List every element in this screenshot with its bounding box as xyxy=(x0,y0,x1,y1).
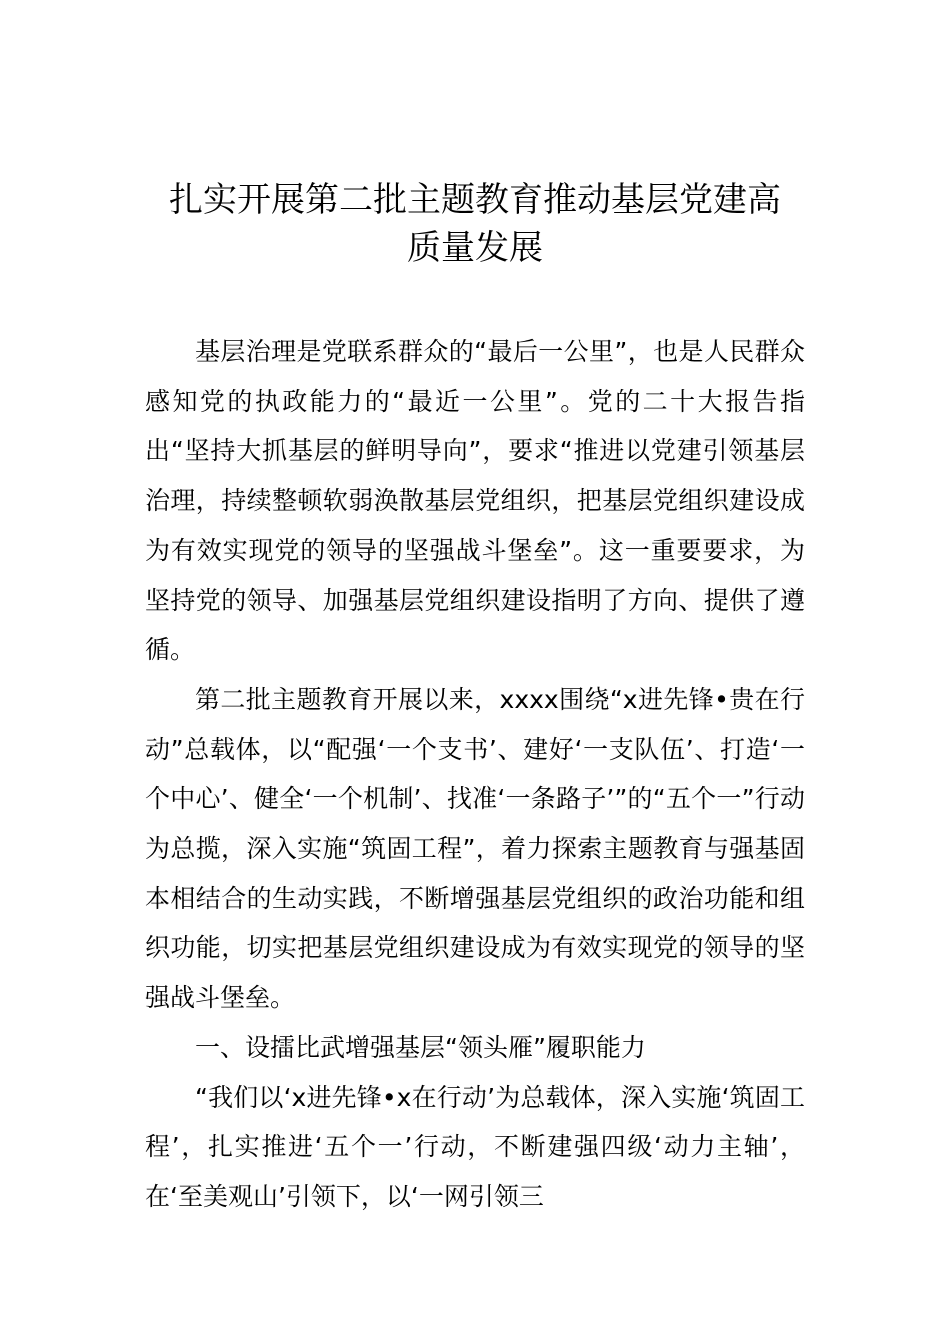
paragraph-3: “我们以‘x进先锋•x在行动’为总载体，深入实施‘筑固工程’，扎实推进‘五个一’行动，不断建强四级‘动力主轴’，在‘至美观山’引领下，以‘一网引领三 xyxy=(145,1082,805,1211)
title-line-2: 质量发展 xyxy=(407,228,543,268)
title-line-1: 扎实开展第二批主题教育推动基层党建高 xyxy=(169,180,781,220)
paragraph-1: 基层治理是党联系群众的“最后一公里”，也是人民群众感知党的执政能力的“最近一公里”。党的二十大报告指出“坚持大抓基层的鲜明导向”，要求“推进以党建引领基层治理，持续整顿软弱涣散基层党组织，把基层党组织建设成为有效实现党的领导的坚强战斗堡垒”。这一重要要求，为坚持党的领导、加强基层党组织建设指明了方向、提供了遵循。 xyxy=(145,337,805,665)
paragraph-2: 第二批主题教育开展以来，xxxx围绕“x进先锋•贵在行动”总载体，以“配强‘一个支书’、建好‘一支队伍’、打造‘一个中心’、健全‘一个机制’、找准‘一条路子’”的“五个一”行动为总揽，深入实施“筑固工程”，着力探索主题教育与强基固本相结合的生动实践，不断增强基层党组织的政治功能和组织功能，切实把基层党组织建设成为有效实现党的领导的坚强战斗堡垒。 xyxy=(145,684,805,1013)
document-body xyxy=(145,327,805,1222)
section-heading-1: 一、设擂比武增强基层“领头雁”履职能力 xyxy=(195,1032,646,1062)
document-title xyxy=(145,176,805,272)
